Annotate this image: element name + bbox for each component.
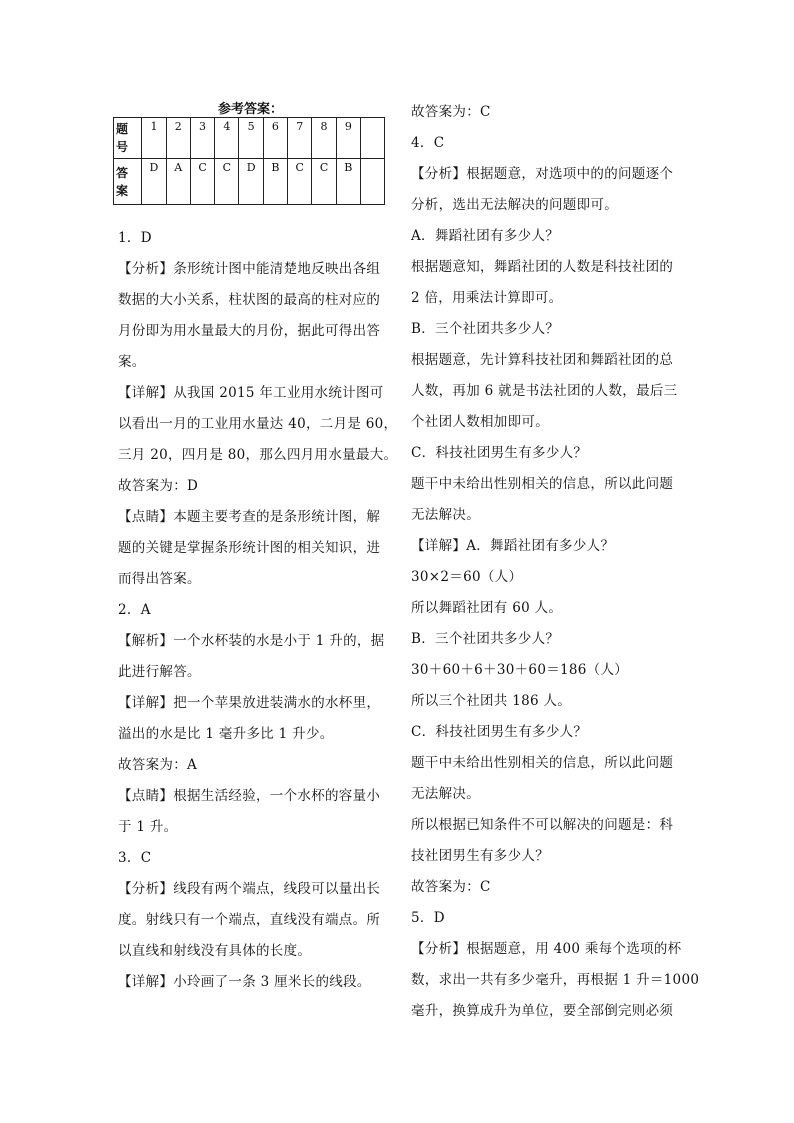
left-column <box>118 0 398 1123</box>
answer-cell: C <box>215 159 239 205</box>
text-line: C．科技社团男生有多少人？ <box>411 445 588 461</box>
answer-cell: B <box>263 159 287 205</box>
text-line: 题干中未给出性别相关的信息，所以此问题 <box>411 476 674 492</box>
text-line: 故答案为：C <box>411 104 491 120</box>
text-line: A．舞蹈社团有多少人？ <box>411 228 560 244</box>
text-line: 【解析】一个水杯装的水是小于 1 升的，据 <box>118 633 385 649</box>
text-line: 故答案为：D <box>118 478 199 494</box>
text-line: 题的关键是掌握条形统计图的相关知识，进 <box>118 540 381 556</box>
text-line: 数，求出一共有多少毫升，再根据 1 升＝1000 <box>411 972 700 988</box>
text-line: 无法解决。 <box>411 786 480 802</box>
question-number-cell: 7 <box>288 118 312 159</box>
text-line: 【详解】把一个苹果放进装满水的水杯里， <box>118 695 381 711</box>
text-line: 所以舞蹈社团有 60 人。 <box>411 600 563 616</box>
text-line: 所以根据已知条件不可以解决的问题是：科 <box>411 817 674 833</box>
text-line: 于 1 升。 <box>118 819 178 835</box>
text-line: 月份即为用水量最大的月份，据此可得出答 <box>118 323 381 339</box>
text-line: 溢出的水是比 1 毫升多比 1 升少。 <box>118 726 334 742</box>
text-line: 1．D <box>118 230 152 246</box>
text-line: 【详解】小玲画了一条 3 厘米长的线段。 <box>118 974 371 990</box>
text-line: B．三个社团共多少人？ <box>411 631 560 647</box>
answer-cell: D <box>239 159 263 205</box>
text-line: 无法解决。 <box>411 507 480 523</box>
text-line: 度。射线只有一个端点，直线没有端点。所 <box>118 912 381 928</box>
text-line: 30×2＝60（人） <box>411 569 523 585</box>
text-line: 2 倍，用乘法计算即可。 <box>411 290 563 306</box>
text-line: 数据的大小关系，柱状图的最高的柱对应的 <box>118 292 381 308</box>
text-line: 而得出答案。 <box>118 571 201 587</box>
answer-cell: D <box>142 159 166 205</box>
text-line: 【分析】条形统计图中能清楚地反映出各组 <box>118 261 381 277</box>
question-number-cell: 3 <box>190 118 214 159</box>
text-line: 【详解】从我国 2015 年工业用水统计图可 <box>118 385 384 401</box>
text-line: 毫升，换算成升为单位，要全部倒完则必须 <box>411 1003 674 1019</box>
text-line: C．科技社团男生有多少人？ <box>411 724 588 740</box>
text-line: 【点睛】本题主要考查的是条形统计图，解 <box>118 509 381 525</box>
text-line: 根据题意，先计算科技社团和舞蹈社团的总 <box>411 352 674 368</box>
text-line: 人数，再加 6 就是书法社团的人数，最后三 <box>411 383 678 399</box>
answer-header: 答案 <box>114 159 142 205</box>
answer-cell: A <box>166 159 190 205</box>
text-line: 故答案为：C <box>411 879 491 895</box>
question-number-cell: 9 <box>336 118 360 159</box>
question-number-cell: 2 <box>166 118 190 159</box>
text-line: 【分析】线段有两个端点，线段可以量出长 <box>118 881 381 897</box>
text-line: 【详解】A．舞蹈社团有多少人？ <box>411 538 615 554</box>
text-line: B．三个社团共多少人？ <box>411 321 560 337</box>
right-column <box>411 0 700 1123</box>
question-number-cell: 4 <box>215 118 239 159</box>
answer-cell: C <box>190 159 214 205</box>
text-line: 【分析】根据题意，用 400 乘每个选项的杯 <box>411 941 682 957</box>
text-line: 分析，选出无法解决的问题即可。 <box>411 197 618 213</box>
text-line: 此进行解答。 <box>118 664 201 680</box>
text-line: 5．D <box>411 910 445 926</box>
text-line: 2．A <box>118 602 151 618</box>
text-line: 3．C <box>118 850 152 866</box>
question-number-cell: 5 <box>239 118 263 159</box>
text-line: 三月 20，四月是 80，那么四月用水量最大。 <box>118 447 398 463</box>
text-line: 所以三个社团共 186 人。 <box>411 693 572 709</box>
text-line: 4．C <box>411 135 445 151</box>
answer-cell: C <box>312 159 336 205</box>
text-line: 以看出一月的工业用水量达 40，二月是 60， <box>118 416 398 432</box>
question-number-cell: 8 <box>312 118 336 159</box>
text-line: 个社团人数相加即可。 <box>411 414 549 430</box>
answer-cell: B <box>336 159 360 205</box>
question-number-header: 题号 <box>114 118 142 159</box>
text-line: 30＋60＋6＋30＋60＝186（人） <box>411 662 629 678</box>
text-line: 题干中未给出性别相关的信息，所以此问题 <box>411 755 674 771</box>
text-line: 技社团男生有多少人？ <box>411 848 549 864</box>
answer-cell: C <box>288 159 312 205</box>
question-number-cell: 1 <box>142 118 166 159</box>
answer-key-title: 参考答案： <box>218 102 284 117</box>
question-number-cell: 6 <box>263 118 287 159</box>
text-line: 【点睛】根据生活经验，一个水杯的容量小 <box>118 788 381 804</box>
text-line: 【分析】根据题意，对选项中的的问题逐个 <box>411 166 674 182</box>
text-line: 故答案为：A <box>118 757 198 773</box>
text-line: 以直线和射线没有具体的长度。 <box>118 943 312 959</box>
text-line: 案。 <box>118 354 146 370</box>
text-line: 根据题意知，舞蹈社团的人数是科技社团的 <box>411 259 674 275</box>
